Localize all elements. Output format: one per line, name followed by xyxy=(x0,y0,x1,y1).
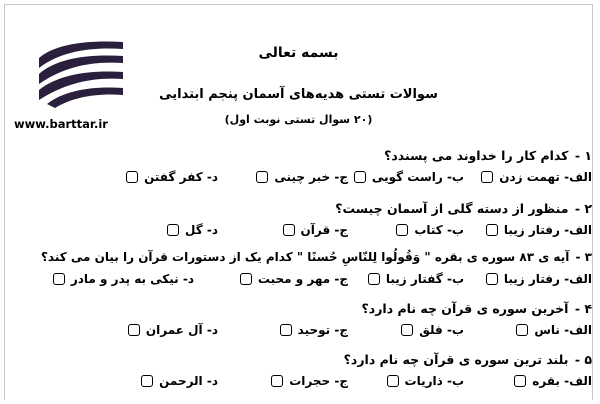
question-4 xyxy=(6,301,592,353)
question-text: آخرین سوره ی قرآن چه نام دارد؟ xyxy=(361,301,569,316)
option-jim[interactable]: ج- توحید xyxy=(280,323,348,337)
question-number: ۵ - xyxy=(574,352,592,367)
worksheet-header xyxy=(5,5,592,145)
checkbox[interactable] xyxy=(141,375,153,387)
option-alef[interactable]: الف- رفتار زیبا xyxy=(486,272,592,286)
checkbox[interactable] xyxy=(396,224,408,236)
checkbox[interactable] xyxy=(126,171,138,183)
question-text: بلند ترین سوره ی قرآن چه نام دارد؟ xyxy=(343,352,569,367)
question-number: ۳ - xyxy=(575,250,592,264)
checkbox[interactable] xyxy=(283,224,295,236)
checkbox[interactable] xyxy=(516,324,528,336)
option-be[interactable]: ب- کتاب xyxy=(396,223,464,237)
checkbox[interactable] xyxy=(167,224,179,236)
worksheet-subtitle: سوالات تستی هدیه‌های آسمان پنجم ابتدایی xyxy=(159,87,438,102)
question-text: کدام کار را خداوند می پسندد؟ xyxy=(384,148,569,163)
question-2 xyxy=(6,201,592,253)
checkbox[interactable] xyxy=(354,171,366,183)
option-jim[interactable]: ج- مهر و محبت xyxy=(240,272,348,286)
site-url: www.barttar.ir xyxy=(14,117,108,131)
checkbox[interactable] xyxy=(240,273,252,285)
checkbox[interactable] xyxy=(387,375,399,387)
question-text: منظور از دسته گلی از آسمان چیست؟ xyxy=(335,201,569,216)
option-be[interactable]: ب- فلق xyxy=(401,323,464,337)
checkbox[interactable] xyxy=(486,224,498,236)
option-be[interactable]: ب- راست گویی xyxy=(354,170,464,184)
option-dal[interactable]: د- نیکی به پدر و مادر xyxy=(53,272,194,286)
checkbox[interactable] xyxy=(514,375,526,387)
checkbox[interactable] xyxy=(280,324,292,336)
option-jim[interactable]: ج- قرآن xyxy=(283,223,348,237)
question-number: ۲ - xyxy=(574,201,592,216)
option-dal[interactable]: د- کفر گفتن xyxy=(126,170,218,184)
checkbox[interactable] xyxy=(271,375,283,387)
page-title: بسمه تعالی xyxy=(258,45,339,61)
option-dal[interactable]: د- آل عمران xyxy=(128,323,218,337)
option-be[interactable]: ب- گفتار زیبا xyxy=(368,272,464,286)
question-number: ۴ - xyxy=(574,301,592,316)
checkbox[interactable] xyxy=(128,324,140,336)
option-alef[interactable]: الف- ناس xyxy=(516,323,592,337)
option-be[interactable]: ب- ذاریات xyxy=(387,374,464,388)
option-alef[interactable]: الف- رفتار زیبا xyxy=(486,223,592,237)
checkbox[interactable] xyxy=(256,171,268,183)
question-text: آیه ی ۸۳ سوره ی بقره " وَقُولُوا لِلنّاسِ حُسنًا " کدام یک از دستورات قرآن را بیان می کند؟ xyxy=(40,250,570,264)
option-jim[interactable]: ج- حجرات xyxy=(271,374,348,388)
question-3 xyxy=(6,250,592,302)
checkbox[interactable] xyxy=(481,171,493,183)
checkbox[interactable] xyxy=(401,324,413,336)
option-dal[interactable]: د- گل xyxy=(167,223,218,237)
worksheet-session-note: (۲۰ سوال تستی نوبت اول) xyxy=(224,113,373,126)
checkbox[interactable] xyxy=(368,273,380,285)
option-alef[interactable]: الف- تهمت زدن xyxy=(481,170,592,184)
question-5 xyxy=(6,352,592,404)
checkbox[interactable] xyxy=(486,273,498,285)
option-alef[interactable]: الف- بقره xyxy=(514,374,592,388)
checkbox[interactable] xyxy=(53,273,65,285)
option-dal[interactable]: د- الرحمن xyxy=(141,374,218,388)
question-1 xyxy=(6,148,592,200)
option-jim[interactable]: ج- خبر چینی xyxy=(256,170,348,184)
question-number: ۱ - xyxy=(574,148,592,163)
